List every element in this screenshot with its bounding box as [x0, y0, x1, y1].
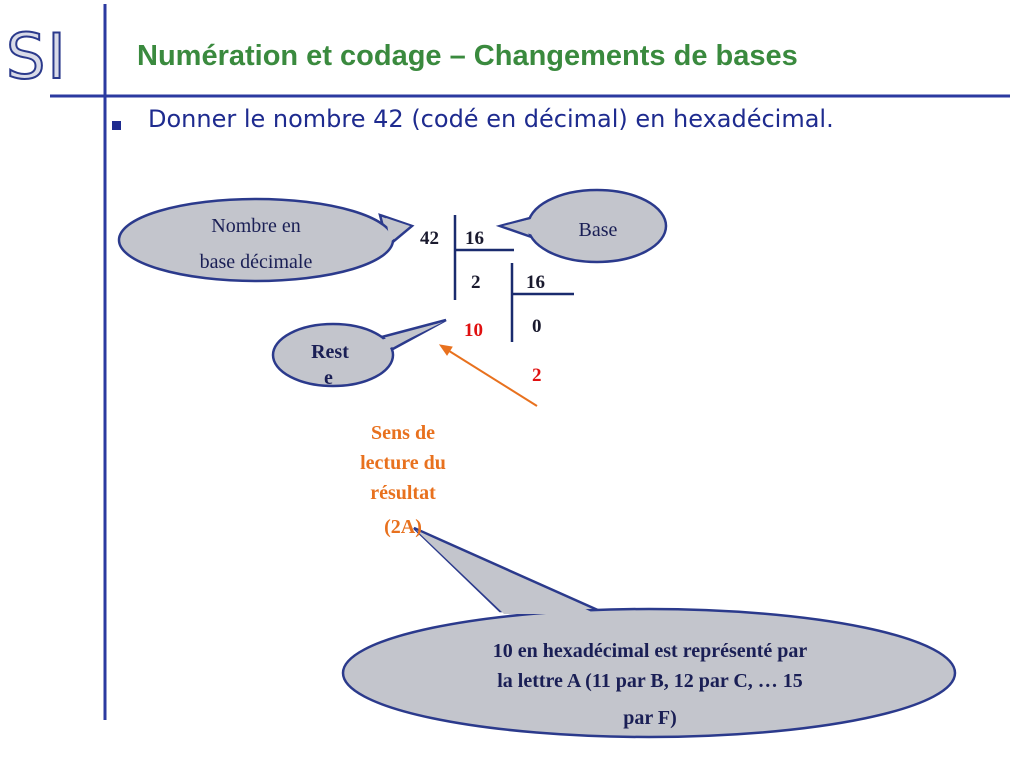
decimal-callout-line1: Nombre en — [211, 215, 301, 237]
decimal-callout-text — [156, 208, 356, 280]
reading-result: (2A) — [384, 516, 422, 538]
reste-callout-line1: Rest — [311, 341, 349, 363]
hex-callout-line3: par F) — [623, 707, 677, 729]
divisor-first: 16 — [465, 228, 484, 249]
remainder-second: 2 — [532, 365, 542, 386]
reading-line3: résultat — [370, 482, 436, 504]
reading-direction-arrow-icon — [440, 345, 537, 406]
remainder-first: 10 — [464, 320, 483, 341]
decimal-callout-line2: base décimale — [199, 251, 313, 273]
hex-callout-text — [410, 636, 890, 740]
reste-callout-text — [290, 337, 370, 389]
divisor-second: 16 — [526, 272, 545, 293]
dividend: 42 — [420, 228, 439, 249]
reste-callout-line2: e — [324, 367, 333, 389]
quotient-first: 2 — [471, 272, 481, 293]
hex-callout-line2: la lettre A (11 par B, 12 par C, … 15 — [497, 670, 803, 692]
logo-lettering: SI — [6, 20, 68, 93]
base-callout-text: Base — [578, 219, 618, 241]
quotient-second: 0 — [532, 316, 542, 337]
page-title: Numération et codage – Changements de bases — [137, 40, 798, 72]
question-text: Donner le nombre 42 (codé en décimal) en hexadécimal. — [148, 105, 834, 133]
reading-line1: Sens de — [371, 422, 435, 444]
reading-direction-label — [328, 418, 478, 542]
hex-callout-line1: 10 en hexadécimal est représenté par — [492, 640, 808, 662]
reading-line2: lecture du — [360, 452, 446, 474]
